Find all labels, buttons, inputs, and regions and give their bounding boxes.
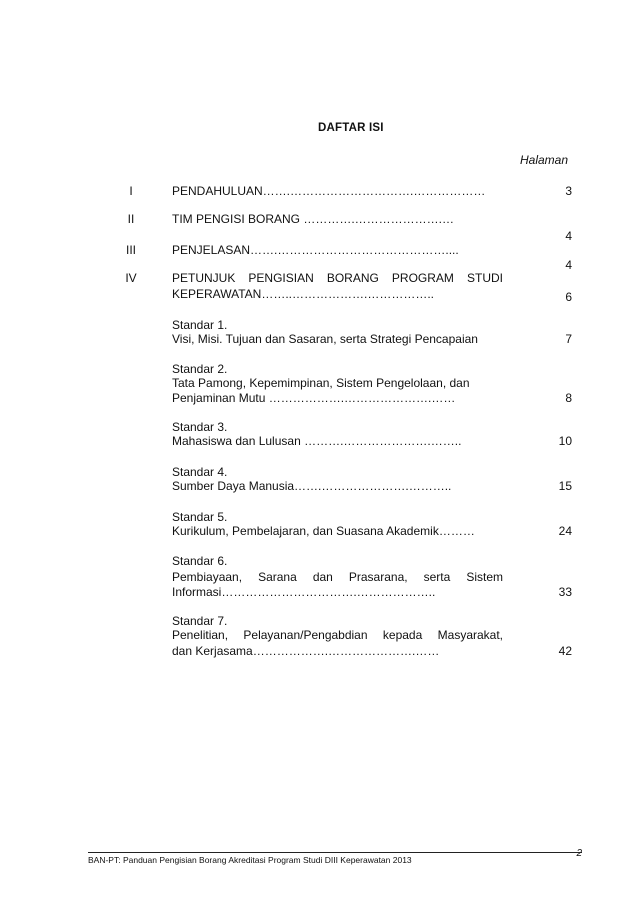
- standard-title: Sumber Daya Manusia…….………………….………..: [172, 479, 452, 493]
- standard-title: Penjaminan Mutu ……………….………………….……: [172, 391, 456, 405]
- standard-label: Standar 4.: [172, 465, 228, 479]
- standard-page: 15: [558, 479, 572, 493]
- footer-divider: [88, 852, 582, 853]
- chapter-page: 3: [565, 184, 572, 198]
- standard-title: Kurikulum, Pembelajaran, dan Suasana Akademik………: [172, 524, 475, 538]
- chapter-number: III: [125, 243, 136, 257]
- standard-title: Mahasiswa dan Lulusan ……….………………….……..: [172, 434, 462, 448]
- chapter-title: TIM PENGISI BORANG ………….………………….…: [172, 212, 455, 226]
- standard-label: Standar 3.: [172, 420, 228, 434]
- footer-text: BAN-PT: Panduan Pengisian Borang Akreditasi Program Studi DIII Keperawatan 2013: [88, 855, 412, 865]
- chapter-title: PENJELASAN…….……………………………………....: [172, 243, 459, 257]
- standard-title: Visi, Misi. Tujuan dan Sasaran, serta Strategi Pencapaian: [172, 332, 478, 346]
- page-title: DAFTAR ISI: [318, 122, 384, 134]
- standard-title: Tata Pamong, Kepemimpinan, Sistem Pengelolaan, dan: [172, 376, 470, 390]
- standard-page: 24: [558, 524, 572, 538]
- chapter-page: 6: [565, 290, 572, 304]
- chapter-page: 4: [565, 229, 572, 243]
- standard-page: 8: [565, 391, 572, 405]
- footer-page-number: 2: [576, 848, 582, 859]
- standard-label: Standar 6.: [172, 554, 228, 568]
- standard-page: 33: [558, 585, 572, 599]
- standard-title: Pembiayaan, Sarana dan Prasarana, serta Sistem: [172, 570, 503, 584]
- standard-label: Standar 5.: [172, 510, 228, 524]
- chapter-number: IV: [125, 271, 137, 285]
- standard-title: Informasi…………………………….………………..: [172, 585, 436, 599]
- standard-label: Standar 2.: [172, 362, 228, 376]
- standard-title: dan Kerjasama……………….………………….……: [172, 644, 440, 658]
- standard-page: 42: [558, 644, 572, 658]
- standard-title: Penelitian, Pelayanan/Pengabdian kepada Masyarakat,: [172, 628, 503, 642]
- chapter-number: II: [127, 212, 135, 226]
- chapter-page: 4: [565, 258, 572, 272]
- chapter-title: PENDAHULUAN…….………………………….………………: [172, 184, 486, 198]
- standard-page: 10: [558, 434, 572, 448]
- page-column-header: Halaman: [520, 153, 569, 167]
- chapter-number: I: [129, 184, 133, 198]
- standard-label: Standar 1.: [172, 318, 228, 332]
- standard-label: Standar 7.: [172, 614, 228, 628]
- standard-page: 7: [565, 332, 572, 346]
- chapter-title-line: PETUNJUK PENGISIAN BORANG PROGRAM STUDI: [172, 271, 503, 285]
- chapter-title-line: KEPERAWATAN……..……………….……………..: [172, 287, 435, 301]
